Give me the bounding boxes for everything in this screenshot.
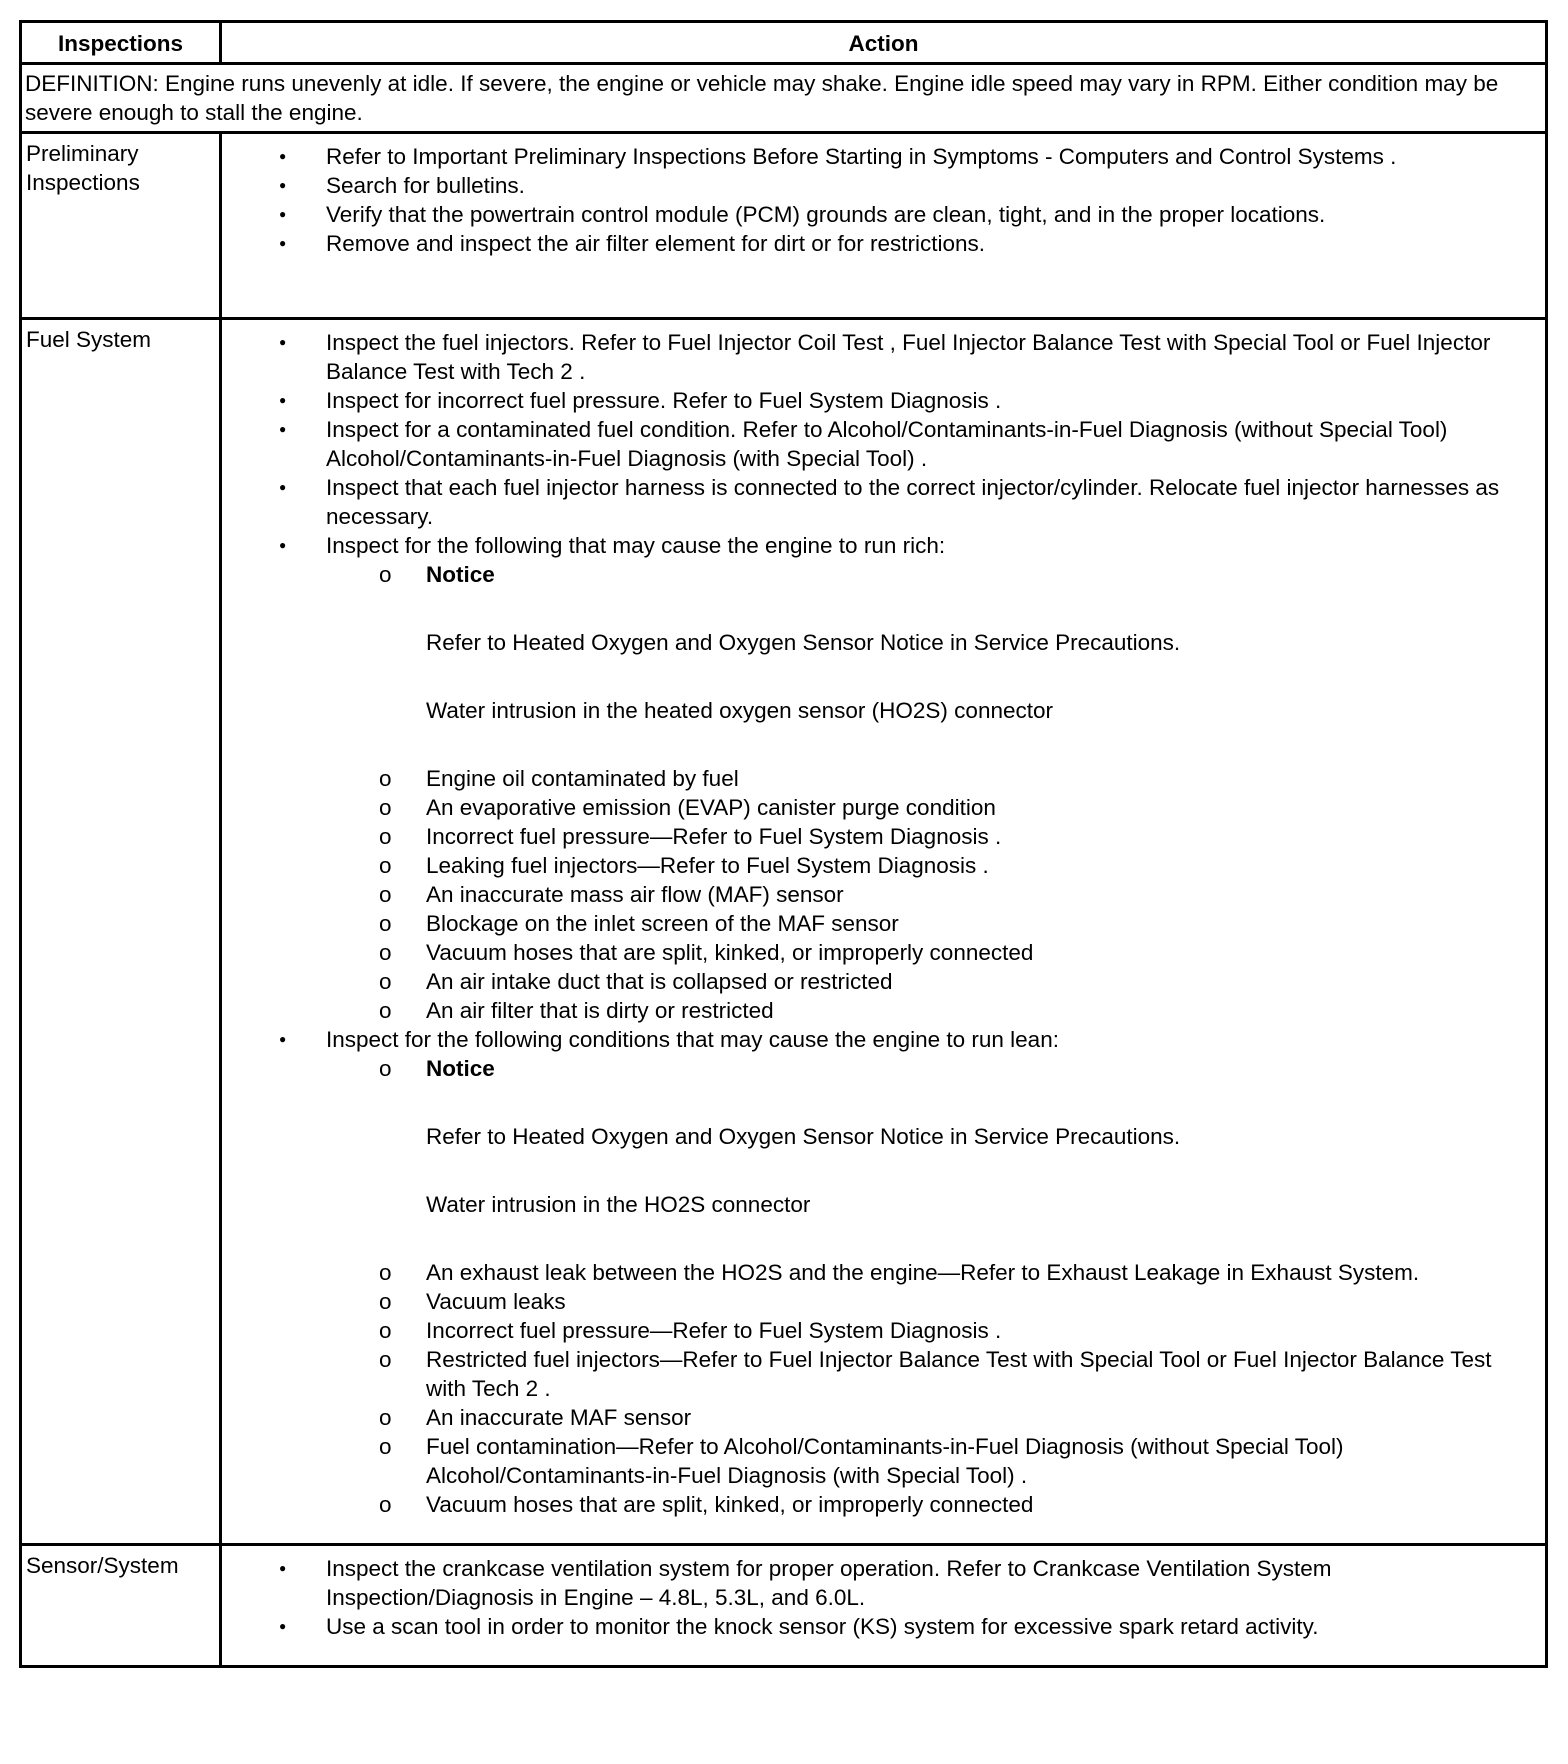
notice-body: Water intrusion in the heated oxygen sensor (HO2S) connector bbox=[426, 698, 1053, 723]
fuel-system-row bbox=[21, 319, 1547, 1545]
list-item: ● Remove and inspect the air filter element for dirt or for restrictions. bbox=[326, 229, 1537, 258]
sensor-system-row bbox=[21, 1545, 1547, 1667]
sub-item: o Vacuum hoses that are split, kinked, or improperly connected bbox=[426, 938, 1537, 967]
list-item: ● Verify that the powertrain control module (PCM) grounds are clean, tight, and in the proper locations. bbox=[326, 200, 1537, 229]
lean-notice bbox=[426, 1054, 1537, 1219]
fuel-system-list bbox=[222, 328, 1537, 1519]
rich-sublist bbox=[326, 560, 1537, 1025]
notice-title: o Notice bbox=[426, 562, 495, 587]
sub-item: o An exhaust leak between the HO2S and the engine—Refer to Exhaust Leakage in Exhaust System. bbox=[426, 1258, 1537, 1287]
fuel-system-actions bbox=[221, 319, 1547, 1545]
sensor-system-list bbox=[222, 1554, 1537, 1641]
list-item: ● Inspect the crankcase ventilation system for proper operation. Refer to Crankcase Ventilation System Inspection/Diagnosis in Engine – 4.8L, 5.3L, and 6.0L. bbox=[326, 1554, 1537, 1612]
sub-item: o Incorrect fuel pressure—Refer to Fuel System Diagnosis . bbox=[426, 822, 1537, 851]
inspection-table bbox=[19, 20, 1548, 1668]
rich-notice bbox=[426, 560, 1537, 725]
sub-item: o Fuel contamination—Refer to Alcohol/Contaminants-in-Fuel Diagnosis (without Special Tool) Alcohol/Contaminants-in-Fuel Diagnosis (with Special Tool) . bbox=[426, 1432, 1537, 1490]
sub-item: o Leaking fuel injectors—Refer to Fuel System Diagnosis . bbox=[426, 851, 1537, 880]
sub-item: o Incorrect fuel pressure—Refer to Fuel System Diagnosis . bbox=[426, 1316, 1537, 1345]
list-item: ● Inspect the fuel injectors. Refer to Fuel Injector Coil Test , Fuel Injector Balance Test with Special Tool or Fuel Injector Balance Test with Tech 2 . bbox=[326, 328, 1537, 386]
definition-row bbox=[21, 64, 1547, 133]
sub-item: o Blockage on the inlet screen of the MAF sensor bbox=[426, 909, 1537, 938]
preliminary-row bbox=[21, 133, 1547, 319]
sub-item: o Engine oil contaminated by fuel bbox=[426, 764, 1537, 793]
header-inspections: Inspections bbox=[21, 22, 221, 64]
sub-item: o An inaccurate mass air flow (MAF) sensor bbox=[426, 880, 1537, 909]
sensor-system-actions bbox=[221, 1545, 1547, 1667]
list-item: ● Refer to Important Preliminary Inspections Before Starting in Symptoms - Computers and Control Systems . bbox=[326, 142, 1537, 171]
rich-intro: Inspect for the following that may cause the engine to run rich: bbox=[326, 533, 946, 558]
sub-item: o Vacuum hoses that are split, kinked, or improperly connected bbox=[426, 1490, 1537, 1519]
preliminary-label: Preliminary Inspections bbox=[21, 133, 221, 319]
definition-text: DEFINITION: Engine runs unevenly at idle. If severe, the engine or vehicle may shake. Engine idle speed may vary in RPM. Either condition may be severe enough to stall the engine. bbox=[21, 64, 1547, 133]
lean-intro: Inspect for the following conditions that may cause the engine to run lean: bbox=[326, 1027, 1059, 1052]
list-item: ● Inspect for a contaminated fuel condition. Refer to Alcohol/Contaminants-in-Fuel Diagnosis (without Special Tool) Alcohol/Contaminants-in-Fuel Diagnosis (with Special Tool) . bbox=[326, 415, 1537, 473]
notice-body: Water intrusion in the HO2S connector bbox=[426, 1192, 811, 1217]
sub-item: o An air intake duct that is collapsed or restricted bbox=[426, 967, 1537, 996]
sub-item: o An evaporative emission (EVAP) canister purge condition bbox=[426, 793, 1537, 822]
rich-condition-item bbox=[326, 531, 1537, 1025]
header-action: Action bbox=[221, 22, 1547, 64]
lean-condition-item bbox=[326, 1025, 1537, 1519]
sub-item: o Vacuum leaks bbox=[426, 1287, 1537, 1316]
lean-sublist bbox=[326, 1054, 1537, 1519]
sensor-system-label: Sensor/System bbox=[21, 1545, 221, 1667]
preliminary-list bbox=[222, 142, 1537, 258]
preliminary-actions bbox=[221, 133, 1547, 319]
notice-title: o Notice bbox=[426, 1056, 495, 1081]
sub-item: o Restricted fuel injectors—Refer to Fuel Injector Balance Test with Special Tool or Fuel Injector Balance Test with Tech 2 . bbox=[426, 1345, 1537, 1403]
notice-text: Refer to Heated Oxygen and Oxygen Sensor Notice in Service Precautions. bbox=[426, 630, 1181, 655]
list-item: ● Search for bulletins. bbox=[326, 171, 1537, 200]
sub-item: o An air filter that is dirty or restricted bbox=[426, 996, 1537, 1025]
sub-item: o An inaccurate MAF sensor bbox=[426, 1403, 1537, 1432]
fuel-system-label: Fuel System bbox=[21, 319, 221, 1545]
notice-text: Refer to Heated Oxygen and Oxygen Sensor Notice in Service Precautions. bbox=[426, 1124, 1181, 1149]
list-item: ● Inspect for incorrect fuel pressure. Refer to Fuel System Diagnosis . bbox=[326, 386, 1537, 415]
list-item: ● Use a scan tool in order to monitor the knock sensor (KS) system for excessive spark retard activity. bbox=[326, 1612, 1537, 1641]
header-row bbox=[21, 22, 1547, 64]
list-item: ● Inspect that each fuel injector harness is connected to the correct injector/cylinder. Relocate fuel injector harnesses as necessary. bbox=[326, 473, 1537, 531]
